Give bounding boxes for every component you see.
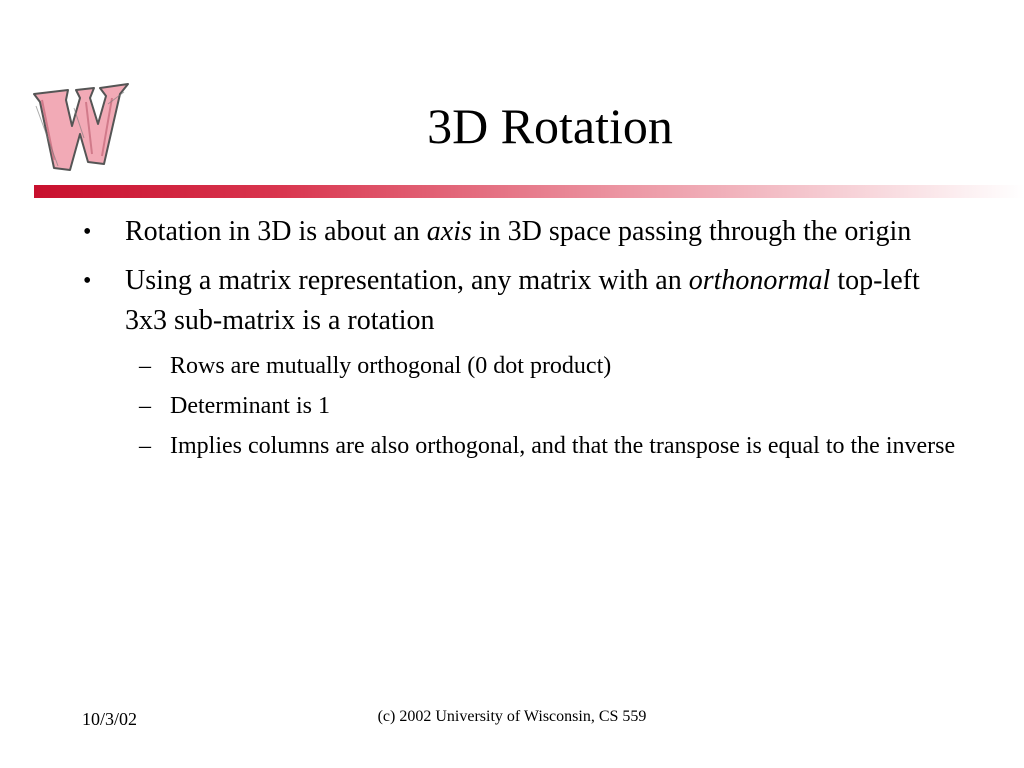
bullet-text-after: in 3D space passing through the origin bbox=[471, 216, 912, 247]
sub-bullet-text: Implies columns are also orthogonal, and that the transpose is equal to the inverse bbox=[170, 433, 956, 459]
bullet-emphasis: orthonormal bbox=[688, 265, 831, 296]
sub-bullet-marker: – bbox=[139, 393, 151, 419]
footer-copyright: (c) 2002 University of Wisconsin, CS 559 bbox=[377, 708, 647, 725]
slide-title: 3D Rotation bbox=[427, 98, 673, 154]
sub-bullet-item bbox=[80, 390, 960, 423]
slide-body bbox=[80, 212, 960, 470]
sub-bullet-item bbox=[80, 350, 960, 383]
title-divider bbox=[34, 185, 1024, 198]
footer-date: 10/3/02 bbox=[82, 709, 138, 729]
bullet-marker: • bbox=[83, 268, 92, 294]
bullet-emphasis: axis bbox=[426, 216, 472, 247]
sub-bullet-marker: – bbox=[139, 433, 151, 459]
wisconsin-w-logo bbox=[28, 78, 132, 176]
sub-bullet-marker: – bbox=[139, 353, 151, 379]
sub-bullet-text: Rows are mutually orthogonal (0 dot product) bbox=[170, 353, 612, 379]
bullet-item bbox=[80, 212, 960, 252]
bullet-marker: • bbox=[83, 219, 92, 245]
logo-letter-w bbox=[34, 84, 128, 170]
sub-bullet-item bbox=[80, 430, 960, 463]
sub-bullet-text: Determinant is 1 bbox=[170, 393, 330, 419]
bullet-item bbox=[80, 261, 960, 341]
bullet-text-after: top-left 3x3 sub-matrix is a rotation bbox=[125, 265, 920, 336]
bullet-text-before: Using a matrix representation, any matrix with an bbox=[125, 265, 689, 296]
bullet-text-before: Rotation in 3D is about an bbox=[125, 216, 427, 247]
